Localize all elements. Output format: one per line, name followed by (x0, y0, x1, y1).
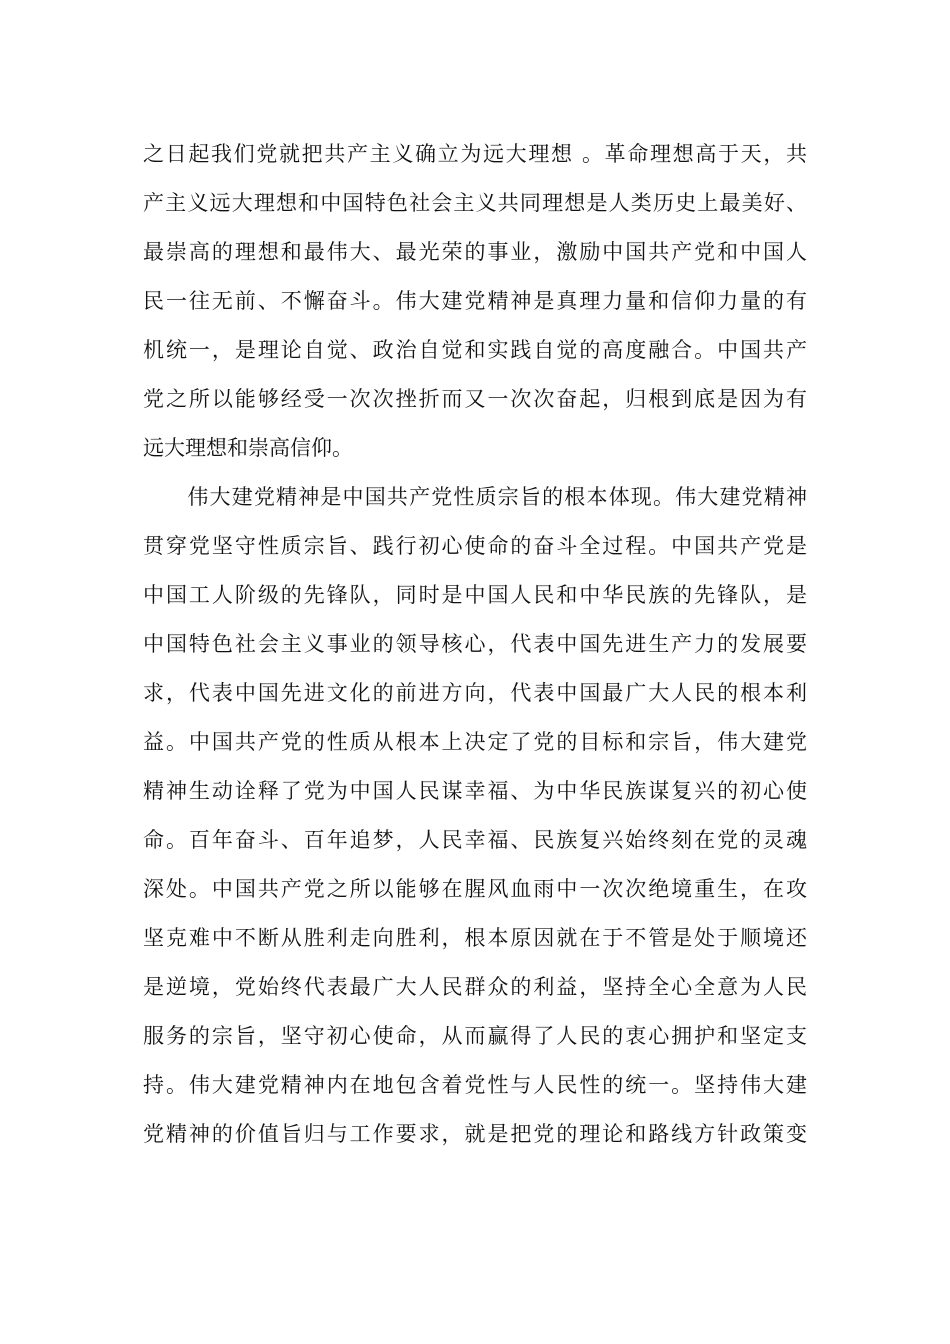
text-line: 服务的宗旨，坚守初心使命，从而赢得了人民的衷心拥护和坚定支 (143, 1024, 807, 1048)
text-line: 伟大建党精神是中国共产党性质宗旨的根本体现。伟大建党精神 (143, 485, 807, 509)
text-line: 持。伟大建党精神内在地包含着党性与人民性的统一。坚持伟大建 (143, 1073, 807, 1097)
text-line: 益。中国共产党的性质从根本上决定了党的目标和宗旨，伟大建党 (143, 730, 807, 754)
text-line: 之日起我们党就把共产主义确立为远大理想 。革命理想高于天，共 (143, 142, 807, 166)
text-line: 求，代表中国先进文化的前进方向，代表中国最广大人民的根本利 (143, 681, 807, 705)
text-line: 贯穿党坚守性质宗旨、践行初心使命的奋斗全过程。中国共产党是 (143, 534, 807, 558)
text-line: 党精神的价值旨归与工作要求，就是把党的理论和路线方针政策变 (143, 1122, 807, 1146)
body-text (143, 130, 807, 1159)
paragraph-1 (143, 130, 807, 473)
text-line: 机统一，是理论自觉、政治自觉和实践自觉的高度融合。中国共产 (143, 338, 807, 362)
text-line: 深处。中国共产党之所以能够在腥风血雨中一次次绝境重生，在攻 (143, 877, 807, 901)
paragraph-2 (143, 473, 807, 1159)
text-line: 命。百年奋斗、百年追梦，人民幸福、民族复兴始终刻在党的灵魂 (143, 828, 807, 852)
text-line: 是逆境，党始终代表最广大人民群众的利益，坚持全心全意为人民 (143, 975, 807, 999)
text-line: 远大理想和崇高信仰。 (143, 436, 353, 460)
text-line: 中国特色社会主义事业的领导核心，代表中国先进生产力的发展要 (143, 632, 807, 656)
text-line: 最崇高的理想和最伟大、最光荣的事业，激励中国共产党和中国人 (143, 240, 807, 264)
text-line: 坚克难中不断从胜利走向胜利，根本原因就在于不管是处于顺境还 (143, 926, 807, 950)
text-line: 民一往无前、不懈奋斗。伟大建党精神是真理力量和信仰力量的有 (143, 289, 807, 313)
text-line: 中国工人阶级的先锋队，同时是中国人民和中华民族的先锋队，是 (143, 583, 807, 607)
text-line: 党之所以能够经受一次次挫折而又一次次奋起，归根到底是因为有 (143, 387, 807, 411)
text-line: 产主义远大理想和中国特色社会主义共同理想是人类历史上最美好、 (143, 191, 807, 215)
text-line: 精神生动诠释了党为中国人民谋幸福、为中华民族谋复兴的初心使 (143, 779, 807, 803)
